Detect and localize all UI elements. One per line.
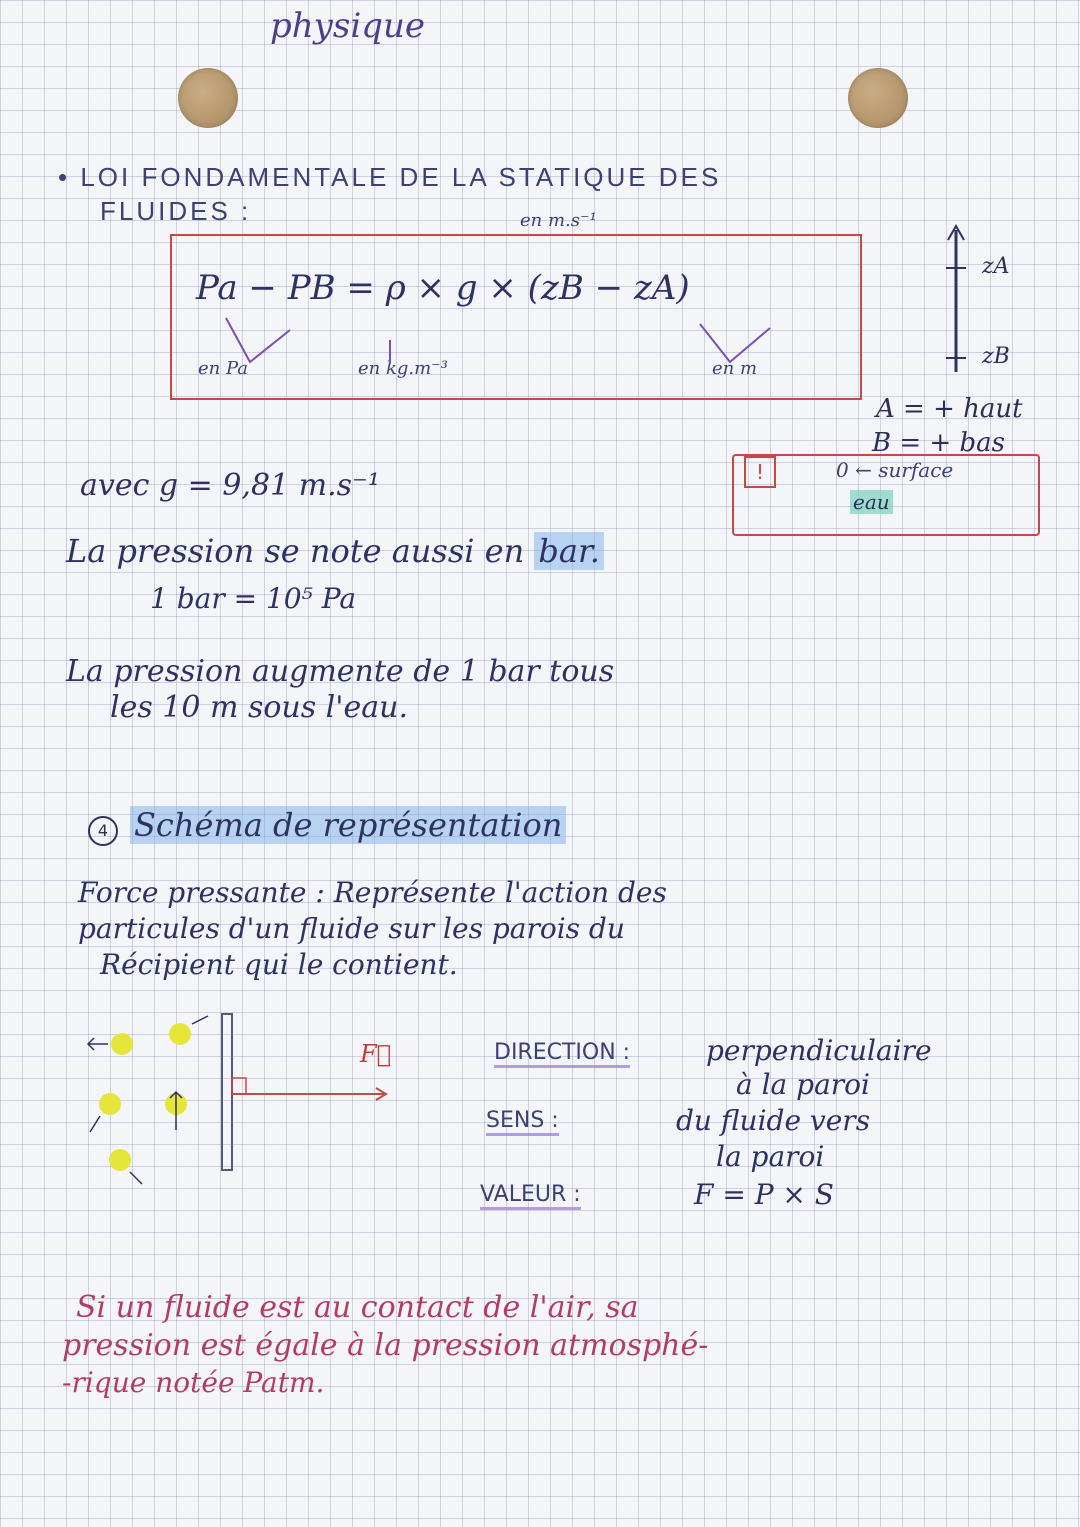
binder-hole-right [848,68,908,128]
direction-label: DIRECTION : [494,1040,630,1068]
axis-note-b: B = + bas [872,428,1005,458]
valeur-value: F = P × S [694,1178,834,1211]
sens-value-1: du fluide vers [676,1104,871,1137]
bar-word-highlight: bar. [534,532,604,570]
surface-note: 0 ← surface [836,458,954,482]
conclusion-line2: pression est égale à la pression atmosphé- [62,1328,709,1363]
unit-g: en m.s⁻¹ [520,210,597,231]
bar-line1-text: La pression se note aussi en [66,532,525,570]
schema-heading-text: Schéma de représentation [130,806,566,844]
force-label: F⃗ [360,1040,392,1068]
direction-value-2: à la paroi [736,1068,870,1101]
unit-rho: en kg.m⁻³ [358,358,448,379]
unit-z: en m [712,358,758,379]
axis-note-a: A = + haut [876,394,1023,424]
eau-note: eau [850,490,893,514]
section-title-line1: • LOI FONDAMENTALE DE LA STATIQUE DES [58,162,722,192]
section-title-line2: FLUIDES : [100,196,252,226]
section-number-badge: 4 [88,816,118,846]
direction-value-1: perpendiculaire [706,1034,932,1067]
warning-icon: ! [744,456,776,488]
formula-main: Pa − PB = ρ × g × (zB − zA) [196,268,690,308]
axis-label-za: zA [982,254,1010,279]
unit-pa: en Pa [198,358,249,379]
g-constant: avec g = 9,81 m.s⁻¹ [80,468,380,503]
fluid-particles [88,1016,208,1184]
bar-line2: 1 bar = 10⁵ Pa [150,582,357,615]
formula-arrows [170,300,870,380]
sens-label: SENS : [486,1108,559,1136]
schema-heading [130,806,566,844]
axis-label-zb: zB [982,344,1010,369]
sens-value-2: la paroi [716,1140,825,1173]
valeur-label: VALEUR : [480,1182,581,1210]
definition-line2: particules d'un fluide sur les parois du [78,912,625,945]
depth-line2: les 10 m sous l'eau. [110,690,409,725]
depth-line1: La pression augmente de 1 bar tous [66,654,615,689]
page-title: physique [270,6,425,46]
height-axis-icon [936,222,976,382]
definition-line1: Force pressante : Représente l'action des [78,876,667,909]
binder-hole-left [178,68,238,128]
container-wall [222,1014,232,1170]
conclusion-line3: -rique notée Patm. [62,1366,325,1399]
conclusion-line1: Si un fluide est au contact de l'air, sa [76,1290,639,1325]
force-arrow-icon [232,1078,386,1100]
definition-line3: Récipient qui le contient. [100,948,458,981]
bar-line1 [66,532,604,570]
